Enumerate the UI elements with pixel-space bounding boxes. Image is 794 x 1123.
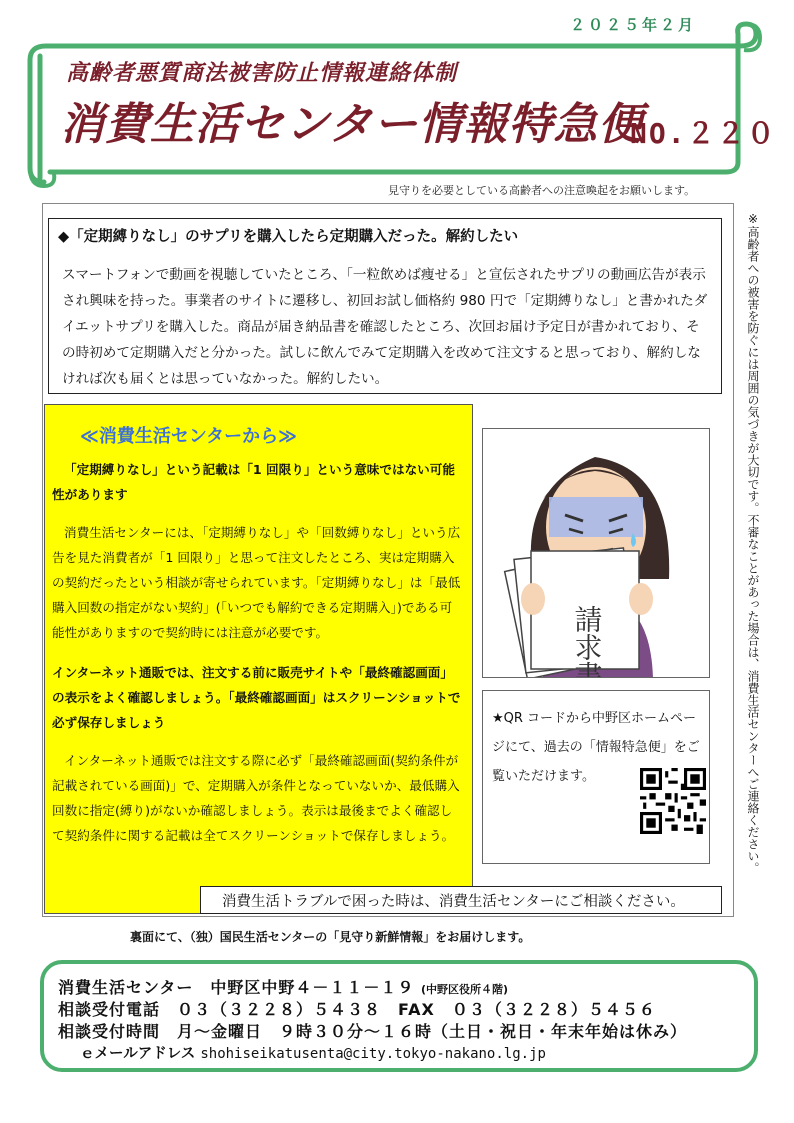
side-note: ※高齢者への被害を防ぐには周囲の気づきが大切です。不審なことがあった場合は、消費生活センターへご連絡ください。 (746, 212, 760, 874)
woman-with-invoice-illustration (483, 429, 709, 677)
illustration-box (482, 428, 710, 678)
email-address[interactable]: shohiseikatusenta@city.tokyo-nakano.lg.jp (200, 1046, 546, 1062)
advice-paragraph-1: 消費生活センターには、「定期縛りなし」や「回数縛りなし」という広告を見た消費者が「1 回限り」と思って注文したところ、実は定期購入の契約だったという相談が寄せられています。「定期縛りなし」は「最低購入回数の指定がない契約」(「いつでも解約できる定期購入」)である可能性がありますので契約時には注意が必要です。 (52, 525, 461, 640)
center-note: (中野区役所４階) (420, 983, 509, 996)
issue-number: NO.２２０ (630, 117, 777, 150)
contact-email (80, 1042, 546, 1063)
advice-heading-1: 「定期縛りなし」という記載は「1 回限り」という意味ではない可能性があります (52, 462, 455, 502)
advice-title: ≪消費生活センターから≫ (80, 426, 297, 447)
trouble-note: 消費生活トラブルで困った時は、消費生活センターにご相談ください。 (222, 894, 685, 910)
qr-code-icon[interactable] (640, 768, 706, 834)
email-label: ｅメールアドレス (80, 1046, 196, 1062)
contact-hours: 相談受付時間 月～金曜日 ９時３０分～１６時（土日・祝日・年末年始は休み） (58, 1022, 688, 1041)
page-title: 消費生活センター情報特急便 (60, 99, 644, 150)
advice-paragraph-2: インターネット通販では注文する際に必ず「最終確認画面(契約条件が記載されている画面)」で、定期購入が条件となっていないか、最低購入回数に指定(縛り)がないか確認しましょう。表示は最後までよく確認して契約条件に関する記載は全てスクリーンショットで保存しましょう。 (52, 753, 460, 843)
center-address: 消費生活センター 中野区中野４－１１－１９ (58, 978, 415, 997)
case-title: ◆「定期縛りなし」のサプリを購入したら定期購入だった。解約したい (58, 229, 519, 245)
back-note: 裏面にて、（独）国民生活センターの「見守り新鮮情報」をお届けします。 (130, 930, 531, 944)
subtitle: 高齢者悪質商法被害防止情報連絡体制 (66, 61, 458, 86)
qr-text: ★QR コードから中野区ホームページにて、過去の「情報特急便」をご覧いただけます。 (492, 711, 700, 784)
watch-note: 見守りを必要としている高齢者への注意喚起をお願いします。 (388, 184, 696, 197)
contact-address (58, 975, 508, 998)
issue-date: ２０２５年２月 (570, 16, 697, 34)
case-body: スマートフォンで動画を視聴していたところ、「一粒飲めば痩せる」と宣伝されたサプリの動画広告が表示され興味を持った。事業者のサイトに遷移し、初回お試し価格約 980 円で「定期縛りなし」と書かれたダイエットサプリを購入した。商品が届き納品書を確認したところ、次回お届け予定日が書かれており、その時初めて定期購入だと分かった。試しに飲んでみて定期購入を改めて注文すると思っており、解約しなければ次も届くとは思っていなかった。解約したい。 (62, 267, 708, 387)
advice-heading-2: インターネット通販では、注文する前に販売サイトや「最終確認画面」の表示をよく確認しましょう。「最終確認画面」はスクリーンショットで必ず保存しましょう (52, 665, 461, 730)
contact-phone: 相談受付電話 ０３（３２２８）５４３８ FAX ０３（３２２８）５４５６ (58, 1000, 656, 1019)
invoice-text: 請求書 (570, 605, 604, 677)
